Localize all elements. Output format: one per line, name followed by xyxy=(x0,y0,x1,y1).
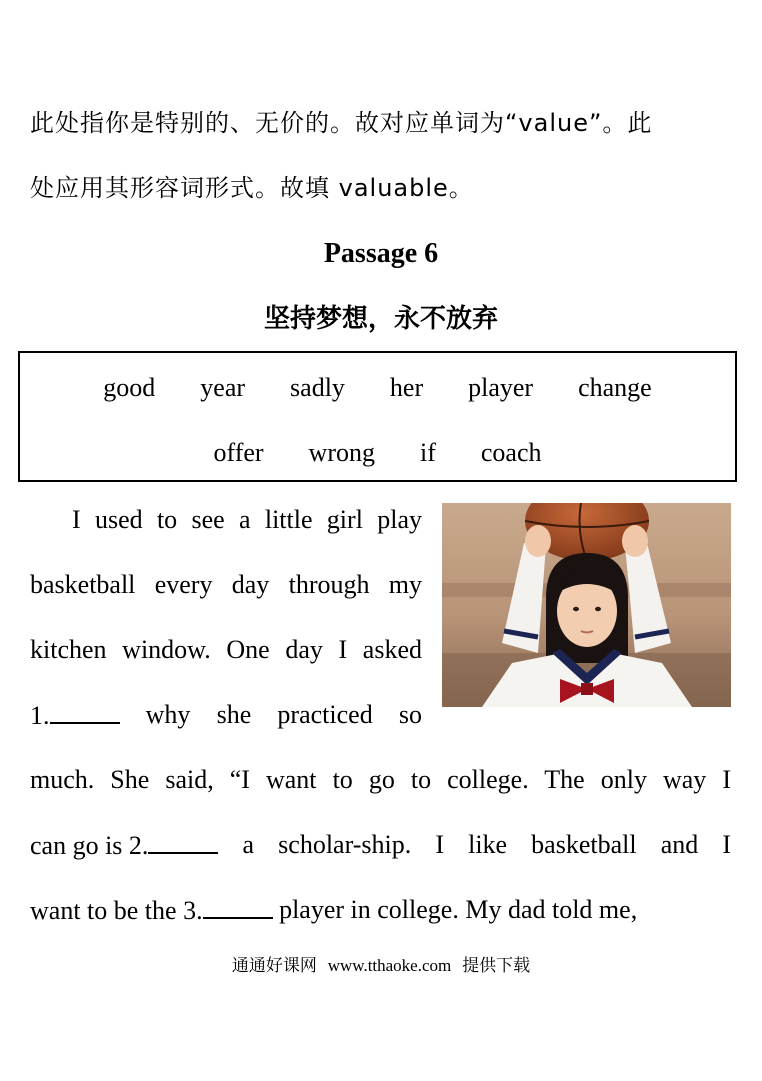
blank-3[interactable] xyxy=(30,895,273,926)
passage-line-3 xyxy=(30,635,422,665)
passage-text: much. She said, “I want to go to college. The only way I xyxy=(30,765,731,794)
intro-line-1 xyxy=(30,108,731,138)
intro-line-2: 处应用其形容词形式。故填 valuable。 xyxy=(30,174,474,202)
footer-site-name: 通通好课网 xyxy=(231,956,317,976)
passage-line-1 xyxy=(30,505,422,535)
chinese-title: 坚持梦想，永不放弃 xyxy=(263,304,498,334)
page-footer xyxy=(0,955,762,977)
passage-text: player in college. My dad told me, xyxy=(272,895,638,924)
word-bank-item: offer xyxy=(213,438,264,467)
blank-line xyxy=(50,700,120,724)
word-bank-box xyxy=(18,351,737,482)
passage-title: Passage 6 xyxy=(323,238,439,269)
passage-word: why xyxy=(145,700,191,729)
word-bank-item: if xyxy=(419,438,436,467)
passage-text: a scholar-ship. I like basketball and I xyxy=(218,830,731,859)
passage-line-7 xyxy=(30,895,731,926)
blank-1[interactable] xyxy=(30,700,120,731)
passage-word: she xyxy=(216,700,252,729)
word-bank-item: wrong xyxy=(308,438,375,467)
passage-line-6 xyxy=(30,830,731,861)
passage-text: basketball every day through my xyxy=(30,570,422,599)
footer-download-text: 提供下载 xyxy=(462,956,531,976)
passage-text: I used to see a little girl play xyxy=(72,505,422,534)
passage-line-2 xyxy=(30,570,422,600)
passage-text: kitchen window. One day I asked xyxy=(30,635,422,664)
blank-prefix: can go is 2. xyxy=(30,831,149,860)
word-bank-item: coach xyxy=(480,438,542,467)
word-bank-item: her xyxy=(389,373,424,402)
passage-line-5 xyxy=(30,765,731,795)
footer-url[interactable]: www.tthaoke.com xyxy=(327,956,452,975)
blank-prefix: want to be the 3. xyxy=(30,896,203,925)
passage-word: so xyxy=(398,700,422,729)
blank-2[interactable] xyxy=(30,830,218,861)
passage-line-4 xyxy=(30,700,422,731)
word-bank-item: good xyxy=(103,373,156,402)
blank-number: 1. xyxy=(30,701,50,730)
word-bank-item: year xyxy=(200,373,246,402)
word-bank-item: change xyxy=(578,373,652,402)
word-bank-row-2 xyxy=(20,438,735,468)
intro-text-1: 此处指你是特别的、无价的。故对应单词为“value”。此 xyxy=(30,109,653,137)
passage-word: practiced xyxy=(277,700,373,729)
word-bank-item: player xyxy=(468,373,534,402)
word-bank-row-1 xyxy=(20,373,735,403)
word-bank-item: sadly xyxy=(290,373,345,402)
blank-line xyxy=(203,895,273,919)
girl-basketball-photo xyxy=(442,503,731,707)
blank-line xyxy=(148,830,218,854)
